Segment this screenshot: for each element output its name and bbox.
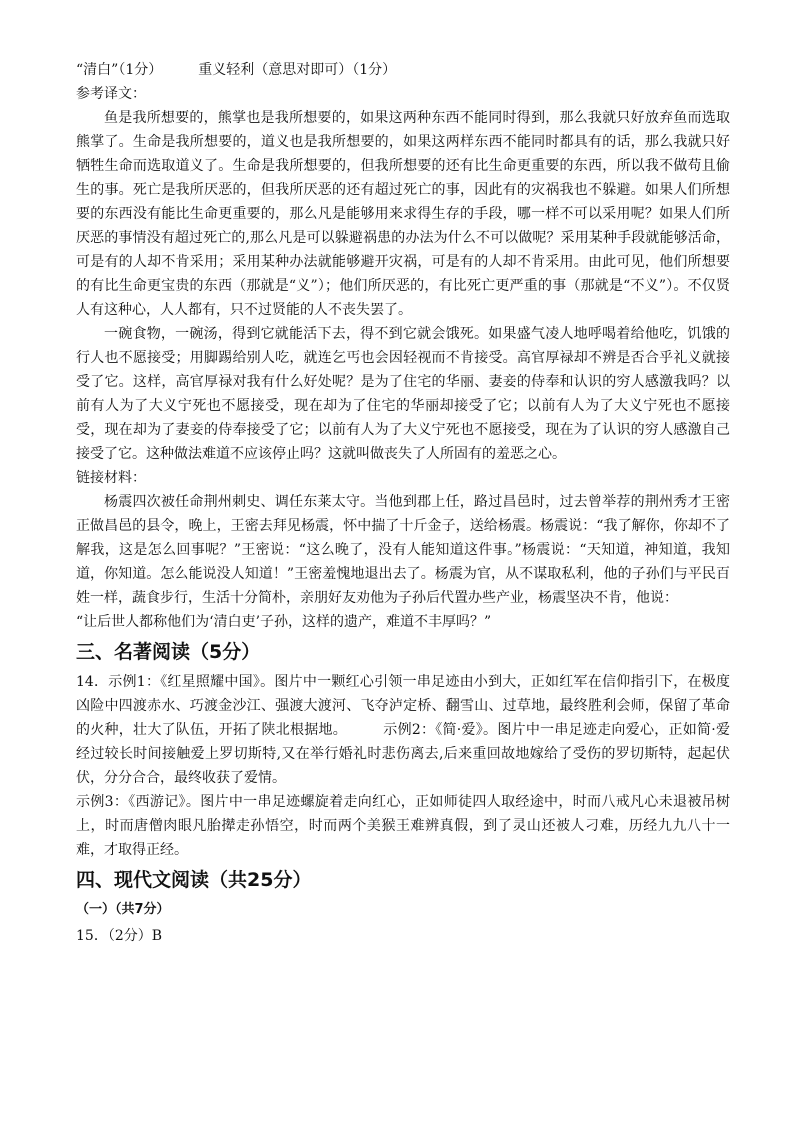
section-3-heading: 三、名著阅读（5分） <box>76 641 261 663</box>
answer-qingbai: “清白”（1分） <box>76 62 163 78</box>
q14-example-1: 14．示例1：《红星照耀中国》。图片中一颗红心引领一串足迹由小到大，正如红军在信仰指引下，在极度凶险中四渡赤水、巧渡金沙江、强渡大渡河、飞夺泸定桥、翻雪山、过草地，最终胜利会师，保留了革命的火种，壮大了队伍，开拓了陕北根据地。 <box>76 674 730 738</box>
q14-example-3: 示例3：《西游记》。图片中一串足迹螺旋着走向红心，正如师徒四人取经途中，时而八戒凡心未退被吊树上，时而唐僧肉眼凡胎撵走孙悟空，时而两个美猴王难辨真假，到了灵山还被人刁难，历经九九八十一难，才取得正经。 <box>76 794 730 858</box>
section-4-heading: 四、现代文阅读（共25分） <box>76 869 312 891</box>
translation-paragraph-2: 一碗食物，一碗汤，得到它就能活下去，得不到它就会饿死。如果盛气凌人地呼喝着给他吃，饥饿的行人也不愿接受；用脚踢给别人吃，就连乞丐也会因轻视而不肯接受。高官厚禄却不辨是否合乎礼义就接受了它。这样，高官厚禄对我有什么好处呢？是为了住宅的华丽、妻妾的侍奉和认识的穷人感激我吗？以前有人为了大义宁死也不愿接受，现在却为了住宅的华丽却接受了它；以前有人为了大义宁死也不愿接受，现在却为了妻妾的侍奉接受了它；以前有人为了大义宁死也不愿接受，现在为了认识的穷人感激自己接受了它。这种做法难道不应该停止吗？这就叫做丧失了人所固有的羞恶之心。 <box>76 326 730 462</box>
reference-label: 参考译文： <box>76 86 146 102</box>
link-label: 链接材料： <box>76 470 146 486</box>
q15-answer: 15．（2分）B <box>76 928 163 944</box>
answer-line <box>76 58 730 82</box>
subsection-1-heading: （一）（共7分） <box>76 902 170 917</box>
link-quote: “让后世人都称他们为‘清白吏’子孙，这样的遗产，难道不丰厚吗？” <box>76 614 492 630</box>
q14-example-2: 示例2：《简·爱》。图片中一串足迹走向爱心，正如简·爱经过较长时间接触爱上罗切斯特,又在举行婚礼时悲伤离去,后来重回故地嫁给了受伤的罗切斯特，起起伏伏，分分合合，最终收获了爱情。 <box>76 722 731 786</box>
document-page <box>76 58 730 948</box>
answer-zhongyi: 重义轻利（意思对即可）（1分） <box>198 62 397 78</box>
link-paragraph: 杨震四次被任命荆州刺史、调任东莱太守。当他到郡上任，路过昌邑时，过去曾举荐的荆州秀才王密正做昌邑的县令，晚上，王密去拜见杨震，怀中揣了十斤金子，送给杨震。杨震说：“我了解你，你却不了解我，这是怎么回事呢？”王密说：“这么晚了，没有人能知道这件事。”杨震说：“天知道，神知道，我知道，你知道。怎么能说没人知道！”王密羞愧地退出去了。杨震为官，从不谋取私利，他的子孙们与平民百姓一样，蔬食步行，生活十分简朴，亲朋好友劝他为子孙后代置办些产业，杨震坚决不肯，他说： <box>76 494 730 606</box>
translation-paragraph-1: 鱼是我所想要的，熊掌也是我所想要的，如果这两种东西不能同时得到，那么我就只好放弃鱼而选取熊掌了。生命是我所想要的，道义也是我所想要的，如果这两样东西不能同时都具有的话，那么我就只好牺牲生命而选取道义了。生命是我所想要的，但我所想要的还有比生命更重要的东西，所以我不做苟且偷生的事。死亡是我所厌恶的，但我所厌恶的还有超过死亡的事，因此有的灾祸我也不躲避。如果人们所想要的东西没有能比生命更重要的，那么凡是能够用来求得生存的手段，哪一样不可以采用呢？如果人们所厌恶的事情没有超过死亡的,那么凡是可以躲避祸患的办法为什么不可以做呢？采用某种手段就能够活命，可是有的人却不肯采用；采用某种办法就能够避开灾祸，可是有的人却不肯采用。由此可见，他们所想要的有比生命更宝贵的东西（那就是“义”）；他们所厌恶的，有比死亡更严重的事（那就是“不义”）。不仅贤人有这种心，人人都有，只不过贤能的人不丧失罢了。 <box>76 110 730 318</box>
q14-answer <box>76 670 730 790</box>
